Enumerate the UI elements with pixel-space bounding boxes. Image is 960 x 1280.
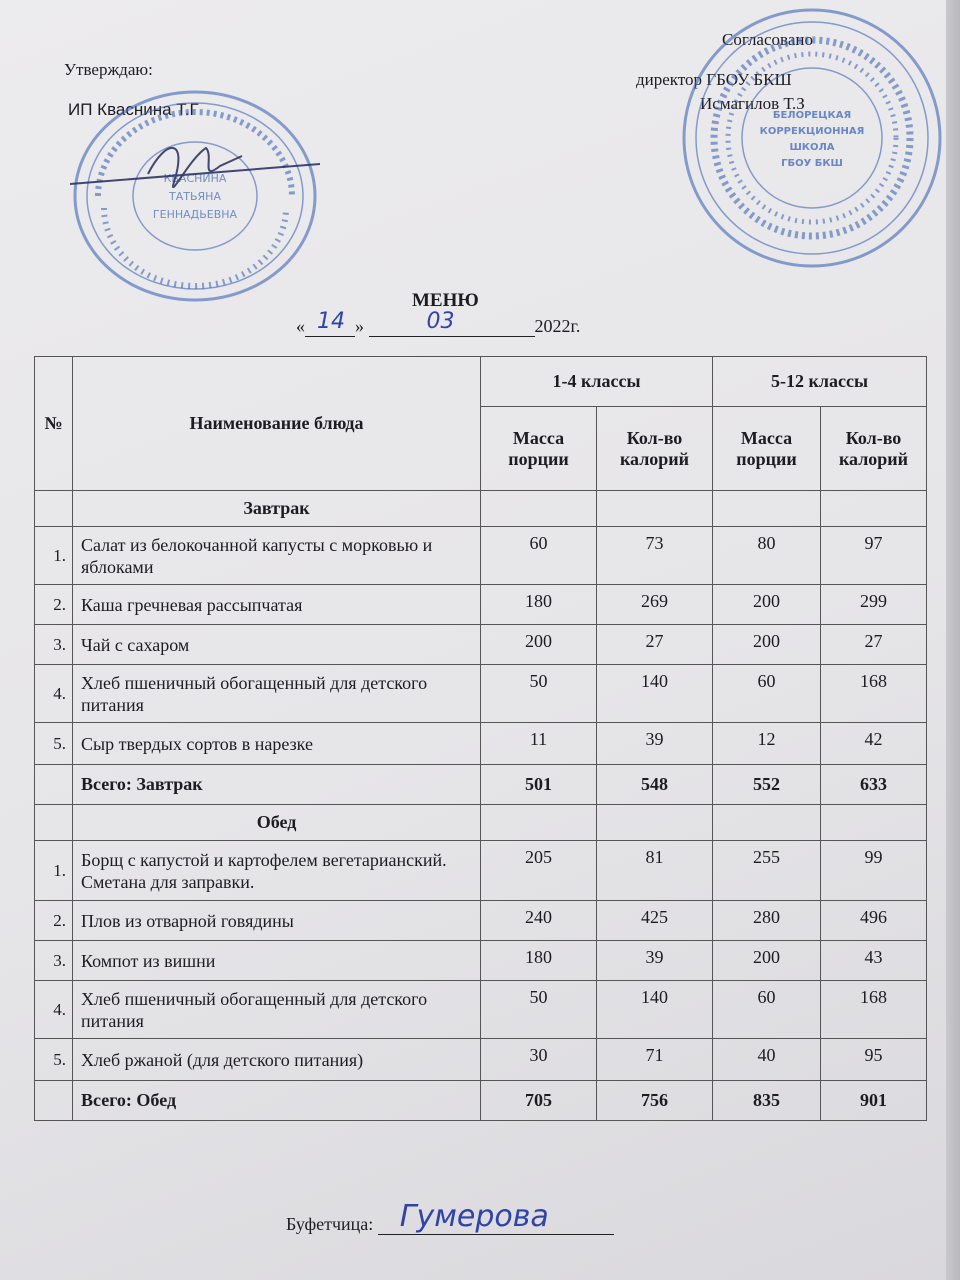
dish-name: Хлеб пшеничный обогащенный для детского питания (73, 981, 481, 1039)
table-row (35, 527, 927, 585)
col-header-cal-1: Кол-во калорий (597, 407, 713, 491)
table-row (35, 981, 927, 1039)
calories-1-4: 39 (597, 941, 713, 981)
table-row (35, 1039, 927, 1081)
dish-name: Чай с сахаром (73, 625, 481, 665)
mass-5-12: 40 (713, 1039, 821, 1081)
col-header-num: № (35, 357, 73, 491)
right-stamp-line-1: БЕЛОРЕЦКАЯ (772, 110, 852, 121)
calories-1-4: 425 (597, 901, 713, 941)
mass-1-4: 50 (481, 665, 597, 723)
dish-name: Каша гречневая рассыпчатая (73, 585, 481, 625)
col-header-mass-1: Масса порции (481, 407, 597, 491)
row-number: 3. (35, 941, 73, 981)
agreed-label: Согласовано (722, 30, 813, 49)
table-row (35, 841, 927, 901)
right-stamp (678, 4, 946, 272)
table-row (35, 625, 927, 665)
menu-table (34, 356, 927, 1121)
day-value: 14 (317, 309, 345, 334)
mass-1-4: 11 (481, 723, 597, 765)
section-empty-cell (821, 491, 927, 527)
mass-1-4: 205 (481, 841, 597, 901)
row-number: 2. (35, 901, 73, 941)
calories-1-4: 71 (597, 1039, 713, 1081)
mass-5-12: 200 (713, 625, 821, 665)
section-num-cell (35, 491, 73, 527)
mass-5-12: 12 (713, 723, 821, 765)
calories-5-12: 496 (821, 901, 927, 941)
table-row (35, 941, 927, 981)
row-number: 5. (35, 723, 73, 765)
group-header-5-12: 5-12 классы (713, 357, 927, 407)
table-row (35, 665, 927, 723)
row-number: 4. (35, 665, 73, 723)
row-number: 1. (35, 527, 73, 585)
lunch-section-row (35, 805, 927, 841)
calories-5-12: 27 (821, 625, 927, 665)
col-header-cal-2: Кол-во калорий (821, 407, 927, 491)
mass-1-4: 180 (481, 941, 597, 981)
right-stamp-line-4: ГБОУ БКШ (781, 158, 843, 169)
date-line (296, 309, 581, 337)
dish-name: Хлеб пшеничный обогащенный для детского питания (73, 665, 481, 723)
row-number: 1. (35, 841, 73, 901)
mass-1-4: 60 (481, 527, 597, 585)
total-calories-1-4: 756 (597, 1081, 713, 1121)
row-number: 3. (35, 625, 73, 665)
calories-1-4: 140 (597, 981, 713, 1039)
row-number: 5. (35, 1039, 73, 1081)
calories-5-12: 97 (821, 527, 927, 585)
table-row (35, 723, 927, 765)
left-stamp (70, 86, 320, 306)
total-mass-5-12: 835 (713, 1081, 821, 1121)
mass-5-12: 200 (713, 585, 821, 625)
total-num-cell (35, 765, 73, 805)
calories-1-4: 39 (597, 723, 713, 765)
section-num-cell (35, 805, 73, 841)
calories-1-4: 269 (597, 585, 713, 625)
mass-5-12: 60 (713, 981, 821, 1039)
left-stamp-line-1: КВАСНИНА (163, 172, 227, 185)
row-number: 4. (35, 981, 73, 1039)
lunch-total-row (35, 1081, 927, 1121)
right-stamp-line-2: КОРРЕКЦИОННАЯ (759, 126, 865, 137)
section-empty-cell (713, 491, 821, 527)
breakfast-total-row (35, 765, 927, 805)
mass-5-12: 80 (713, 527, 821, 585)
right-stamp-line-3: ШКОЛА (789, 142, 835, 153)
dish-name: Плов из отварной говядины (73, 901, 481, 941)
table-row (35, 901, 927, 941)
dish-name: Хлеб ржаной (для детского питания) (73, 1039, 481, 1081)
mass-1-4: 50 (481, 981, 597, 1039)
date-prefix: « (296, 316, 305, 336)
col-header-mass-2: Масса порции (713, 407, 821, 491)
table-row (35, 585, 927, 625)
section-empty-cell (481, 805, 597, 841)
calories-5-12: 42 (821, 723, 927, 765)
calories-5-12: 43 (821, 941, 927, 981)
agreed-position: директор ГБОУ БКШ (636, 70, 792, 89)
section-empty-cell (481, 491, 597, 527)
total-mass-1-4: 501 (481, 765, 597, 805)
footer-signature: Гумерова (399, 1199, 549, 1234)
signature-line (378, 1199, 614, 1235)
total-calories-5-12: 901 (821, 1081, 927, 1121)
section-title: Обед (73, 805, 481, 841)
calories-5-12: 168 (821, 665, 927, 723)
total-calories-1-4: 548 (597, 765, 713, 805)
mass-5-12: 200 (713, 941, 821, 981)
calories-1-4: 73 (597, 527, 713, 585)
day-blank (305, 309, 355, 337)
page-edge (946, 0, 960, 1280)
total-label: Всего: Обед (73, 1081, 481, 1121)
total-label: Всего: Завтрак (73, 765, 481, 805)
calories-5-12: 99 (821, 841, 927, 901)
total-mass-1-4: 705 (481, 1081, 597, 1121)
total-mass-5-12: 552 (713, 765, 821, 805)
footer-label: Буфетчица: (286, 1214, 374, 1234)
dish-name: Борщ с капустой и картофелем вегетарианский. Сметана для заправки. (73, 841, 481, 901)
footer (286, 1199, 614, 1235)
mass-1-4: 240 (481, 901, 597, 941)
mass-5-12: 255 (713, 841, 821, 901)
group-header-1-4: 1-4 классы (481, 357, 713, 407)
calories-1-4: 81 (597, 841, 713, 901)
page-title: МЕНЮ (412, 290, 479, 311)
calories-1-4: 140 (597, 665, 713, 723)
total-num-cell (35, 1081, 73, 1121)
mass-1-4: 30 (481, 1039, 597, 1081)
year-value: 2022г. (534, 316, 581, 336)
left-stamp-line-2: ТАТЬЯНА (169, 190, 221, 203)
calories-5-12: 95 (821, 1039, 927, 1081)
section-empty-cell (821, 805, 927, 841)
dish-name: Компот из вишни (73, 941, 481, 981)
mass-5-12: 280 (713, 901, 821, 941)
row-number: 2. (35, 585, 73, 625)
section-empty-cell (597, 805, 713, 841)
month-value: 03 (426, 309, 455, 334)
date-mid: » (355, 316, 364, 336)
left-stamp-line-3: ГЕННАДЬЕВНА (152, 208, 238, 221)
mass-1-4: 200 (481, 625, 597, 665)
section-empty-cell (597, 491, 713, 527)
mass-1-4: 180 (481, 585, 597, 625)
approve-name: ИП Кваснина Т.Г (68, 100, 199, 119)
agreed-name: Исмагилов Т.З (700, 94, 805, 113)
breakfast-section-row (35, 491, 927, 527)
calories-1-4: 27 (597, 625, 713, 665)
approve-label: Утверждаю: (64, 60, 153, 79)
section-title: Завтрак (73, 491, 481, 527)
dish-name: Салат из белокочанной капусты с морковью и яблоками (73, 527, 481, 585)
calories-5-12: 299 (821, 585, 927, 625)
section-empty-cell (713, 805, 821, 841)
total-calories-5-12: 633 (821, 765, 927, 805)
mass-5-12: 60 (713, 665, 821, 723)
month-blank (369, 309, 535, 337)
col-header-name: Наименование блюда (73, 357, 481, 491)
calories-5-12: 168 (821, 981, 927, 1039)
dish-name: Сыр твердых сортов в нарезке (73, 723, 481, 765)
